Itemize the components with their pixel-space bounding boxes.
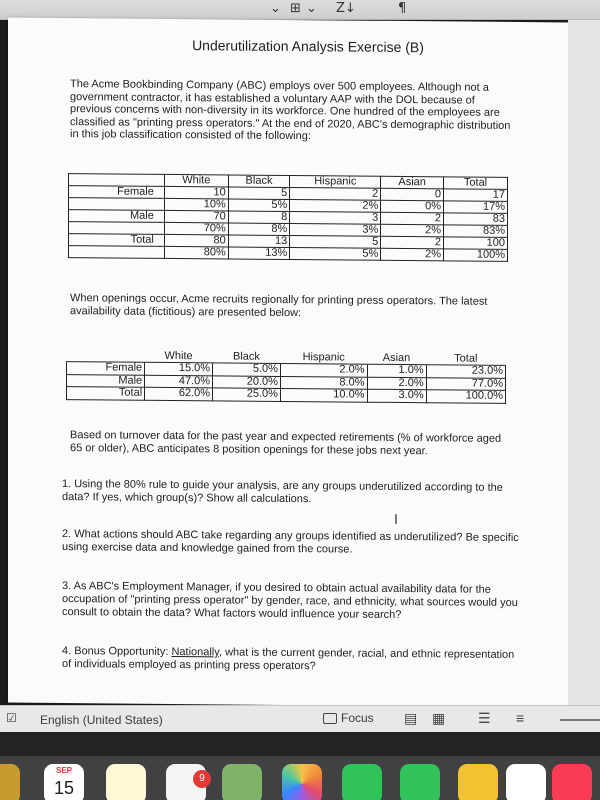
calendar-month: SEP (55, 766, 72, 775)
row-label (69, 198, 165, 211)
print-layout-icon[interactable]: ▤ (404, 710, 418, 726)
table-cell: 0% (381, 200, 444, 213)
table-cell: 77.0% (426, 377, 505, 390)
draft-view-icon[interactable]: ≡ (516, 710, 525, 726)
table-cell: 17% (444, 201, 508, 214)
table-cell: 2% (290, 200, 381, 213)
table-header-cell (67, 349, 145, 362)
table-row (69, 246, 508, 262)
table-cell: 2% (381, 224, 444, 237)
focus-icon (323, 713, 337, 724)
question-4-underlined: Nationally (171, 645, 219, 659)
table-header-cell: Asian (381, 176, 444, 189)
news-app-icon[interactable] (506, 764, 546, 800)
table-header-cell (69, 174, 165, 187)
pilcrow-icon[interactable]: ¶ (398, 1, 407, 16)
maps-app-icon[interactable] (222, 764, 262, 800)
table-cell: 3 (290, 212, 381, 225)
table-cell: 5% (228, 199, 290, 212)
table-cell: 80 (164, 234, 228, 247)
table-header-cell: Total (444, 177, 508, 190)
table-cell: 2.0% (367, 377, 426, 390)
calendar-app-icon[interactable] (44, 764, 84, 800)
question-1: 1. Using the 80% rule to guide your analysis, are any groups underutilized according to the data? If yes, which group(s)? Show all calculations. (62, 478, 503, 506)
sort-icon[interactable]: Z↓ (336, 1, 356, 16)
table-header-cell: Hispanic (280, 351, 367, 364)
row-label: Total (67, 387, 145, 400)
question-4-rest: , what is the current gender, racial, and ethnic representation of individuals employed as printing press operators? (62, 646, 515, 673)
table-cell: 2 (381, 236, 444, 249)
table-header-cell: Asian (367, 352, 426, 365)
calendar-day: 15 (53, 778, 75, 798)
availability-paragraph: When openings occur, Acme recruits regionally for printing press operators. The latest availability data (fictitious) are presented below: (70, 292, 488, 319)
table-cell: 20.0% (213, 375, 281, 388)
table-cell: 70 (164, 210, 228, 223)
table-cell: 0 (381, 188, 444, 201)
page-title: Underutilization Analysis Exercise (B) (192, 37, 424, 56)
focus-label: Focus (341, 711, 374, 725)
table-header-cell: Total (426, 352, 505, 365)
table-row (67, 387, 506, 403)
document-page[interactable] (8, 18, 568, 708)
question-2: 2. What actions should ABC take regarding any groups identified as underutilized? Be specific using exercise data and knowledge gained from the course. (62, 528, 519, 556)
table-cell: 100% (444, 249, 508, 262)
table-cell: 70% (164, 222, 228, 235)
table-cell: 13% (228, 247, 290, 260)
dock-app-icon[interactable] (0, 764, 20, 800)
table-header-cell: White (145, 350, 213, 363)
table-cell: 13 (228, 235, 290, 248)
table-cell: 47.0% (145, 375, 213, 388)
intro-paragraph: The Acme Bookbinding Company (ABC) employs over 500 employees. Although not a government contractor, it has established a voluntary AAP with the DOL because of previous concerns with non-diversity in its workforce. One hundred of the employees are classified as "printing press operators." At the end of 2020, ABC's demographic distribution in this job classification consisted of the following: (70, 78, 511, 143)
chevron-down-icon[interactable]: ⌄ (270, 1, 281, 16)
zoom-slider[interactable] (560, 719, 600, 721)
table-cell: 80% (164, 246, 228, 259)
table-cell: 2 (381, 212, 444, 225)
row-label: Female (69, 186, 165, 199)
facetime-app-icon[interactable] (400, 764, 440, 800)
proofing-icon[interactable]: ☑ (6, 711, 17, 725)
row-label (69, 246, 165, 259)
row-label: Total (69, 234, 165, 247)
table-cell: 5% (290, 248, 381, 261)
chevron-down-icon[interactable]: ⌄ (306, 1, 317, 16)
question-4 (62, 645, 522, 675)
focus-button[interactable] (323, 711, 374, 725)
table-cell: 8 (228, 211, 290, 224)
table-cell: 5 (228, 187, 290, 200)
table-cell: 2% (381, 248, 444, 261)
borders-icon[interactable]: ⊞ (290, 1, 301, 16)
table-cell: 5 (290, 236, 381, 249)
language-indicator[interactable]: English (United States) (40, 713, 163, 727)
table-cell: 62.0% (145, 387, 213, 400)
demographic-table (68, 173, 508, 262)
question-4-prefix: 4. Bonus Opportunity: (62, 645, 172, 658)
table-header-cell: Black (228, 175, 290, 188)
table-cell: 5.0% (213, 363, 281, 376)
table-cell: 15.0% (145, 362, 213, 375)
table-cell: 83 (444, 213, 508, 226)
row-label: Female (67, 362, 145, 375)
notification-badge: 9 (193, 770, 211, 788)
pages-app-icon[interactable] (458, 764, 498, 800)
text-cursor-icon: I (394, 510, 398, 527)
table-cell: 23.0% (426, 365, 505, 378)
table-cell: 10 (164, 186, 228, 199)
table-cell: 100.0% (426, 390, 505, 403)
status-bar (0, 705, 600, 732)
turnover-paragraph: Based on turnover data for the past year and expected retirements (% of workforce aged 65 or older), ABC anticipates 8 position openings for these jobs next year. (70, 429, 502, 457)
row-label (69, 222, 165, 235)
toolbar (0, 0, 600, 20)
messages-app-icon[interactable] (342, 764, 382, 800)
availability-table (66, 349, 506, 403)
row-label: Male (69, 210, 165, 223)
music-app-icon[interactable] (552, 764, 592, 800)
table-cell: 100 (444, 237, 508, 250)
outline-view-icon[interactable]: ☰ (478, 710, 491, 726)
table-header-cell: Black (213, 350, 281, 363)
row-label: Male (67, 374, 145, 387)
table-cell: 2 (290, 188, 381, 201)
notes-app-icon[interactable] (106, 764, 146, 800)
table-cell: 25.0% (213, 388, 281, 401)
table-cell: 10.0% (280, 388, 367, 401)
table-cell: 2.0% (280, 363, 367, 376)
table-header-cell: Hispanic (290, 176, 381, 189)
dock (0, 756, 600, 800)
table-header-cell: White (164, 174, 228, 187)
table-cell: 1.0% (367, 364, 426, 377)
question-3: 3. As ABC's Employment Manager, if you desired to obtain actual availability data for the occupation of "printing press operator" by gender, race, and ethnicity, what sources would you consult to obtain the data? What factors would influence your search? (62, 580, 518, 621)
table-cell: 3% (290, 224, 381, 237)
web-layout-icon[interactable]: ▦ (432, 710, 446, 726)
table-cell: 8% (228, 223, 290, 236)
table-cell: 10% (164, 198, 228, 211)
photos-app-icon[interactable] (282, 764, 322, 800)
page-margin (568, 20, 600, 705)
table-cell: 3.0% (367, 389, 426, 402)
table-cell: 17 (444, 189, 508, 202)
table-cell: 83% (444, 225, 508, 238)
table-cell: 8.0% (280, 376, 367, 389)
